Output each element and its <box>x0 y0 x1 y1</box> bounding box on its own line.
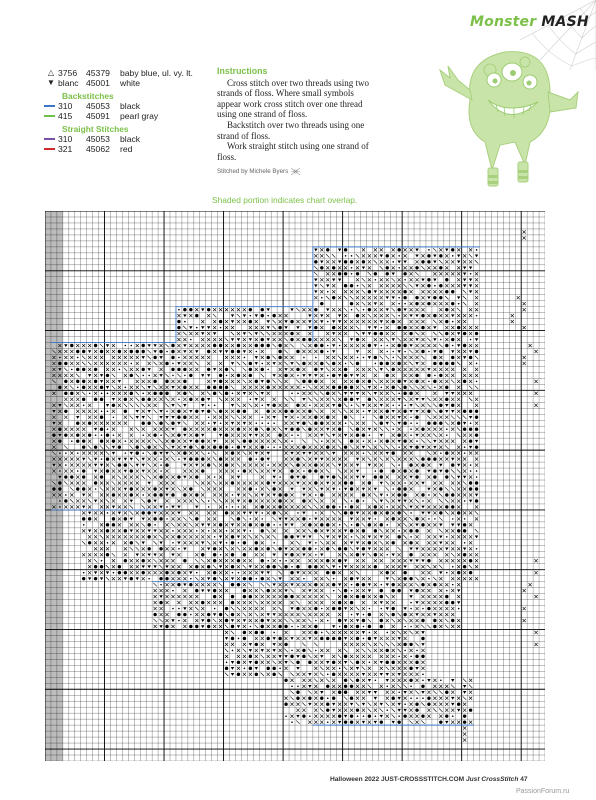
key-color-name: pearl gray <box>120 111 159 122</box>
triangle-outline-icon: △ <box>47 68 55 77</box>
monster-mash-logo <box>470 14 589 30</box>
key-anchor: 310 <box>58 133 73 144</box>
watermark: PassionForum.ru <box>516 788 570 795</box>
key-dmc: 45053 <box>86 100 110 111</box>
line-swatch-icon <box>44 138 55 140</box>
line-swatch-icon <box>44 115 55 117</box>
triangle-down-filled-icon: ▼ <box>47 78 55 88</box>
key-dmc: 45053 <box>86 133 110 144</box>
overlap-note: Shaded portion indicates chart overlap. <box>212 195 358 205</box>
page-number: 47 <box>520 776 528 783</box>
instructions-paragraph-1: Cross stitch over two threads using two strands of floss. Where small symbols appear work cross stitch over one thread using one strand of floss. <box>217 77 369 120</box>
stitched-by-credit <box>217 167 300 176</box>
key-row-cross-1 <box>44 68 214 78</box>
stitched-by-text: Stitched by Michele Byers <box>217 168 289 175</box>
logo-word-mash: MASH <box>541 14 589 30</box>
key-row-backstitch-1 <box>44 101 214 111</box>
key-row-straight-1 <box>44 134 214 144</box>
line-swatch-icon <box>44 105 55 107</box>
instructions-paragraph-3: Work straight stitch using one strand of floss. <box>217 141 369 162</box>
key-anchor: blanc <box>58 78 79 89</box>
line-swatch-icon <box>44 148 55 150</box>
footer-magazine: Just CrossStitch <box>465 776 519 783</box>
key-color-name: baby blue, ul. vy. lt. <box>120 68 193 78</box>
footer-issue: Halloween 2022 <box>330 776 380 783</box>
key-anchor: 310 <box>58 100 73 111</box>
straight-stitches-heading: Straight Stitches <box>62 123 129 134</box>
key-dmc: 45091 <box>86 111 110 122</box>
instructions-heading: Instructions <box>217 66 268 76</box>
key-dmc: 45379 <box>86 68 110 78</box>
key-anchor: 415 <box>58 111 73 122</box>
spider-icon <box>291 167 300 176</box>
key-color-name: black <box>120 100 141 111</box>
instructions-block <box>217 66 377 162</box>
color-key <box>44 68 214 154</box>
logo-word-monster: Monster <box>470 14 537 30</box>
key-anchor: 321 <box>58 143 73 154</box>
monster-illustration <box>430 30 580 195</box>
cross-stitch-chart <box>45 211 545 761</box>
key-dmc: 45001 <box>86 78 110 89</box>
key-row-cross-2 <box>44 78 214 88</box>
instructions-paragraph-2: Backstitch over two threads using one strand of floss. <box>217 119 365 141</box>
key-row-backstitch-2 <box>44 111 214 121</box>
key-dmc: 45062 <box>86 143 110 154</box>
key-color-name: black <box>120 133 141 144</box>
footer-site: JUST-CROSSSTITCH.COM <box>380 776 465 783</box>
page-footer <box>330 776 528 783</box>
backstitches-heading: Backstitches <box>62 90 114 101</box>
key-anchor: 3756 <box>58 68 78 78</box>
key-row-straight-2 <box>44 144 214 154</box>
key-color-name: white <box>120 78 141 89</box>
key-color-name: red <box>120 143 133 154</box>
chart-grid <box>45 211 545 761</box>
